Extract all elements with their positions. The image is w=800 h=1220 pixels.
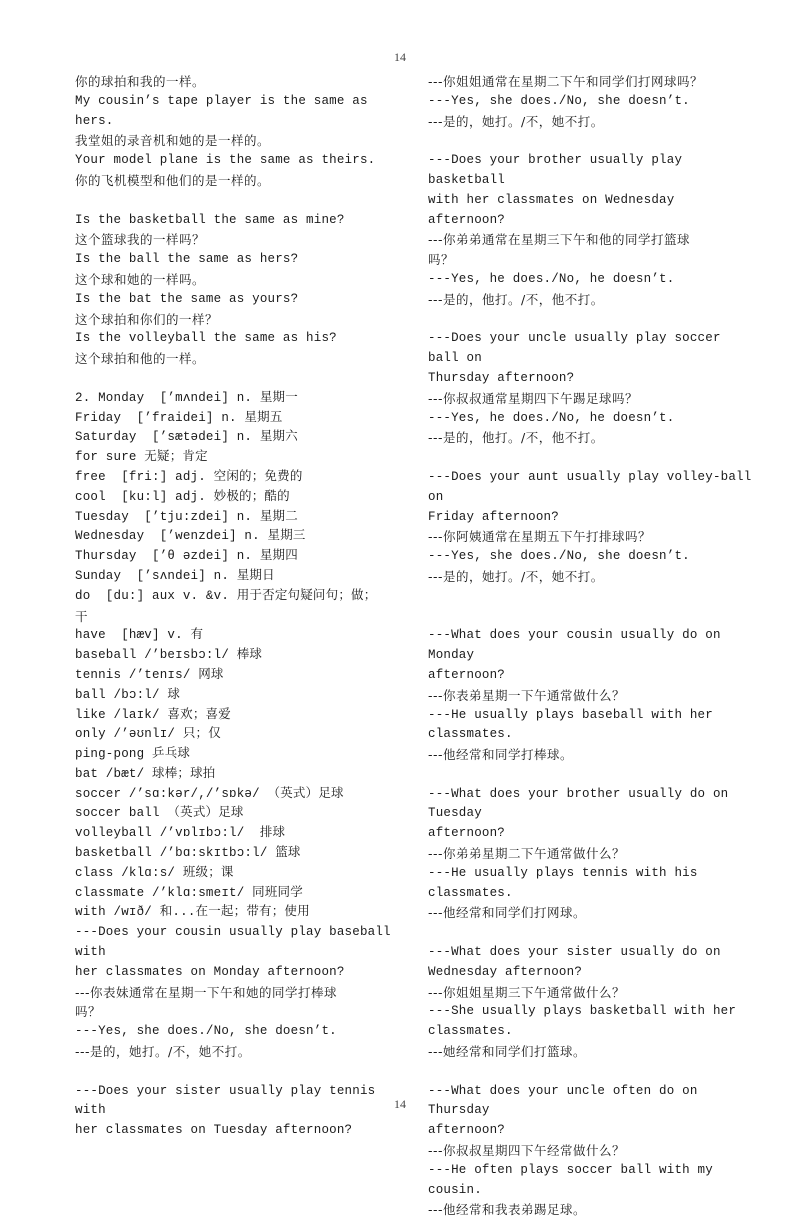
left-text-line: cool [ku:l] adj. 妙极的；酷的 [75, 489, 290, 504]
left-text-line: 你的球拍和我的一样。 [75, 74, 206, 89]
left-text-line: class /klɑ:s/ 班级；课 [75, 865, 234, 880]
blank-line [75, 369, 405, 389]
left-text-line: basketball /’bɑ:skɪtbɔ:l/ 篮球 [75, 846, 301, 861]
right-text-line: ---Does your aunt usually play volley-ball on [428, 469, 760, 504]
left-text-line: classmate /’klɑ:smeɪt/ 同班同学 [75, 885, 303, 900]
left-text-line: her classmates on Tuesday afternoon? [75, 1123, 353, 1138]
right-text-line: Friday afternoon? [428, 509, 559, 524]
left-text-line: 这个球和她的一样吗。 [75, 271, 206, 287]
left-text-line: 吗？ [75, 1004, 102, 1020]
left-text-line: Is the volleyball the same as his? [75, 331, 337, 346]
right-text-line: ---Yes, he does./No, he doesn’t. [428, 410, 675, 425]
right-text-line: ---是的，他打。/不，他不打。 [428, 430, 604, 446]
right-text-line: ---你叔叔星期四下午经常做什么？ [428, 1143, 626, 1159]
left-text-line: 干 [75, 608, 89, 624]
right-text-line: ---Yes, she does./No, she doesn’t. [428, 549, 690, 564]
left-text-line: 我堂姐的录音机和她的是一样的。 [75, 133, 271, 149]
left-text-line: for sure 无疑；肯定 [75, 450, 208, 465]
blank-line [428, 607, 758, 627]
right-text-line: ---What does your brother usually do on Tuesday [428, 786, 737, 821]
left-text-line: Is the ball the same as hers? [75, 252, 299, 267]
right-text-line: ---Does your brother usually play basketball [428, 153, 690, 187]
right-text-line: ---What does your uncle often do on Thursday [428, 1083, 706, 1118]
left-text-line: 这个球拍和你们的一样？ [75, 311, 219, 327]
right-text-line: ---Yes, he does./No, he doesn’t. [428, 271, 675, 286]
right-text-line: ---你弟弟星期二下午通常做什么？ [428, 846, 626, 862]
right-text-line: ---Yes, she does./No, she doesn’t. [428, 93, 690, 108]
blank-line [75, 1062, 405, 1082]
left-text-line: ---Does your sister usually play tennis with [75, 1083, 384, 1118]
left-text-line: only /’əʊnlɪ/ 只；仅 [75, 727, 221, 742]
left-text-line: soccer ball （英式）足球 [75, 806, 244, 821]
right-column [428, 72, 758, 1220]
left-text-line: Saturday [’sætədei] n. 星期六 [75, 430, 298, 445]
left-text-line: 这个球拍和他的一样。 [75, 351, 206, 367]
left-text-line: ---Yes, she does./No, she doesn’t. [75, 1024, 337, 1039]
left-text-line: Your model plane is the same as theirs. [75, 153, 376, 168]
left-text-line: tennis /’tenɪs/ 网球 [75, 667, 224, 682]
left-text-line: ---是的，她打。/不，她不打。 [75, 1044, 251, 1060]
left-text-line: Is the basketball the same as mine? [75, 212, 345, 227]
right-text-line: ---He usually plays tennis with his [428, 865, 698, 880]
left-text-line: do [du:] aux v. &v. 用于否定句疑问句；做； [75, 588, 377, 603]
right-text-line: classmates. [428, 727, 513, 742]
left-text-line: ---你表妹通常在星期一下午和她的同学打棒球 [75, 984, 338, 1000]
left-text-line: 你的飞机模型和他们的是一样的。 [75, 172, 271, 188]
right-text-line: ---What does your sister usually do on [428, 945, 721, 960]
left-text-line: soccer /’sɑ:kər/,/’sɒkə/ （英式）足球 [75, 786, 344, 801]
right-text-line: ---你阿姨通常在星期五下午打排球吗？ [428, 529, 652, 545]
right-text-line: ---他经常和我表弟踢足球。 [428, 1202, 587, 1218]
right-text-line: ---你弟弟通常在星期三下午和他的同学打篮球 [428, 232, 691, 248]
right-text-line: ---你姐姐通常在星期二下午和同学们打网球吗？ [428, 74, 704, 89]
left-text-line: Wednesday [’wenzdei] n. 星期三 [75, 529, 306, 544]
right-text-line: ---What does your cousin usually do on Monday [428, 628, 729, 663]
left-text-line: ping-pong 乒乓球 [75, 747, 191, 762]
right-text-line: ---你表弟星期一下午通常做什么？ [428, 687, 626, 703]
right-text-line: ---你叔叔通常星期四下午踢足球吗？ [428, 390, 639, 406]
left-text-line: free [fri:] adj. 空闲的；免费的 [75, 469, 303, 484]
right-text-line: Thursday afternoon? [428, 370, 575, 385]
left-column [75, 72, 405, 1141]
right-text-line: ---是的，他打。/不，他不打。 [428, 291, 604, 307]
left-text-line: 这个篮球我的一样吗？ [75, 232, 206, 248]
left-text-line: My cousin’s tape player is the same as hers. [75, 93, 376, 128]
left-text-line: have [hæv] v. 有 [75, 628, 204, 643]
page-number-bottom: 14 [394, 1097, 406, 1111]
left-text-line: like /laɪk/ 喜欢；喜爱 [75, 707, 231, 722]
left-text-line: ball /bɔ:l/ 球 [75, 687, 181, 702]
right-text-line: ---He usually plays baseball with her [428, 707, 713, 722]
left-text-line: Thursday [’θ əzdei] n. 星期四 [75, 549, 298, 564]
right-text-line: 吗？ [428, 252, 455, 268]
right-text-line: afternoon? [428, 667, 506, 682]
blank-line [428, 310, 758, 330]
right-text-line: Wednesday afternoon? [428, 964, 583, 979]
left-text-line: Is the bat the same as yours? [75, 291, 299, 306]
right-text-line: ---She usually plays basketball with her [428, 1004, 737, 1019]
blank-line [428, 587, 758, 607]
blank-line [428, 448, 758, 468]
right-text-line: classmates. [428, 885, 513, 900]
right-text-line: ---他经常和同学们打网球。 [428, 905, 587, 921]
left-text-line: baseball /’beɪsbɔ:l/ 棒球 [75, 648, 263, 663]
right-text-line: with her classmates on Wednesday afternoon? [428, 192, 683, 227]
left-text-line: her classmates on Monday afternoon? [75, 964, 345, 979]
right-text-line: ---她经常和同学们打篮球。 [428, 1044, 587, 1060]
left-text-line: with /wɪð/ 和...在一起；带有；使用 [75, 905, 310, 920]
blank-line [75, 191, 405, 211]
page-number-top: 14 [394, 50, 406, 64]
left-text-line: Tuesday [’tju:zdei] n. 星期二 [75, 509, 298, 524]
blank-line [428, 131, 758, 151]
right-text-line: afternoon? [428, 1123, 506, 1138]
right-text-line: ---他经常和同学打棒球。 [428, 747, 574, 763]
left-text-line: Sunday [’sʌndei] n. 星期日 [75, 568, 275, 583]
blank-line [428, 923, 758, 943]
right-text-line: ---He often plays soccer ball with my cousin. [428, 1162, 721, 1197]
left-text-line: 2. Monday [’mʌndei] n. 星期一 [75, 390, 298, 405]
left-text-line: bat /bæt/ 球棒；球拍 [75, 766, 216, 781]
right-text-line: afternoon? [428, 826, 506, 841]
left-text-line: volleyball /’vɒlɪbɔ:l/ 排球 [75, 826, 286, 841]
right-text-line: ---Does your uncle usually play soccer ball on [428, 331, 729, 366]
right-text-line: ---是的，她打。/不，她不打。 [428, 113, 604, 129]
blank-line [428, 765, 758, 785]
right-text-line: classmates. [428, 1024, 513, 1039]
right-text-line: ---是的，她打。/不，她不打。 [428, 568, 604, 584]
blank-line [428, 1062, 758, 1082]
left-text-line: ---Does your cousin usually play baseball with [75, 925, 399, 960]
left-text-line: Friday [’fraidei] n. 星期五 [75, 410, 283, 425]
right-text-line: ---你姐姐星期三下午通常做什么？ [428, 984, 626, 1000]
